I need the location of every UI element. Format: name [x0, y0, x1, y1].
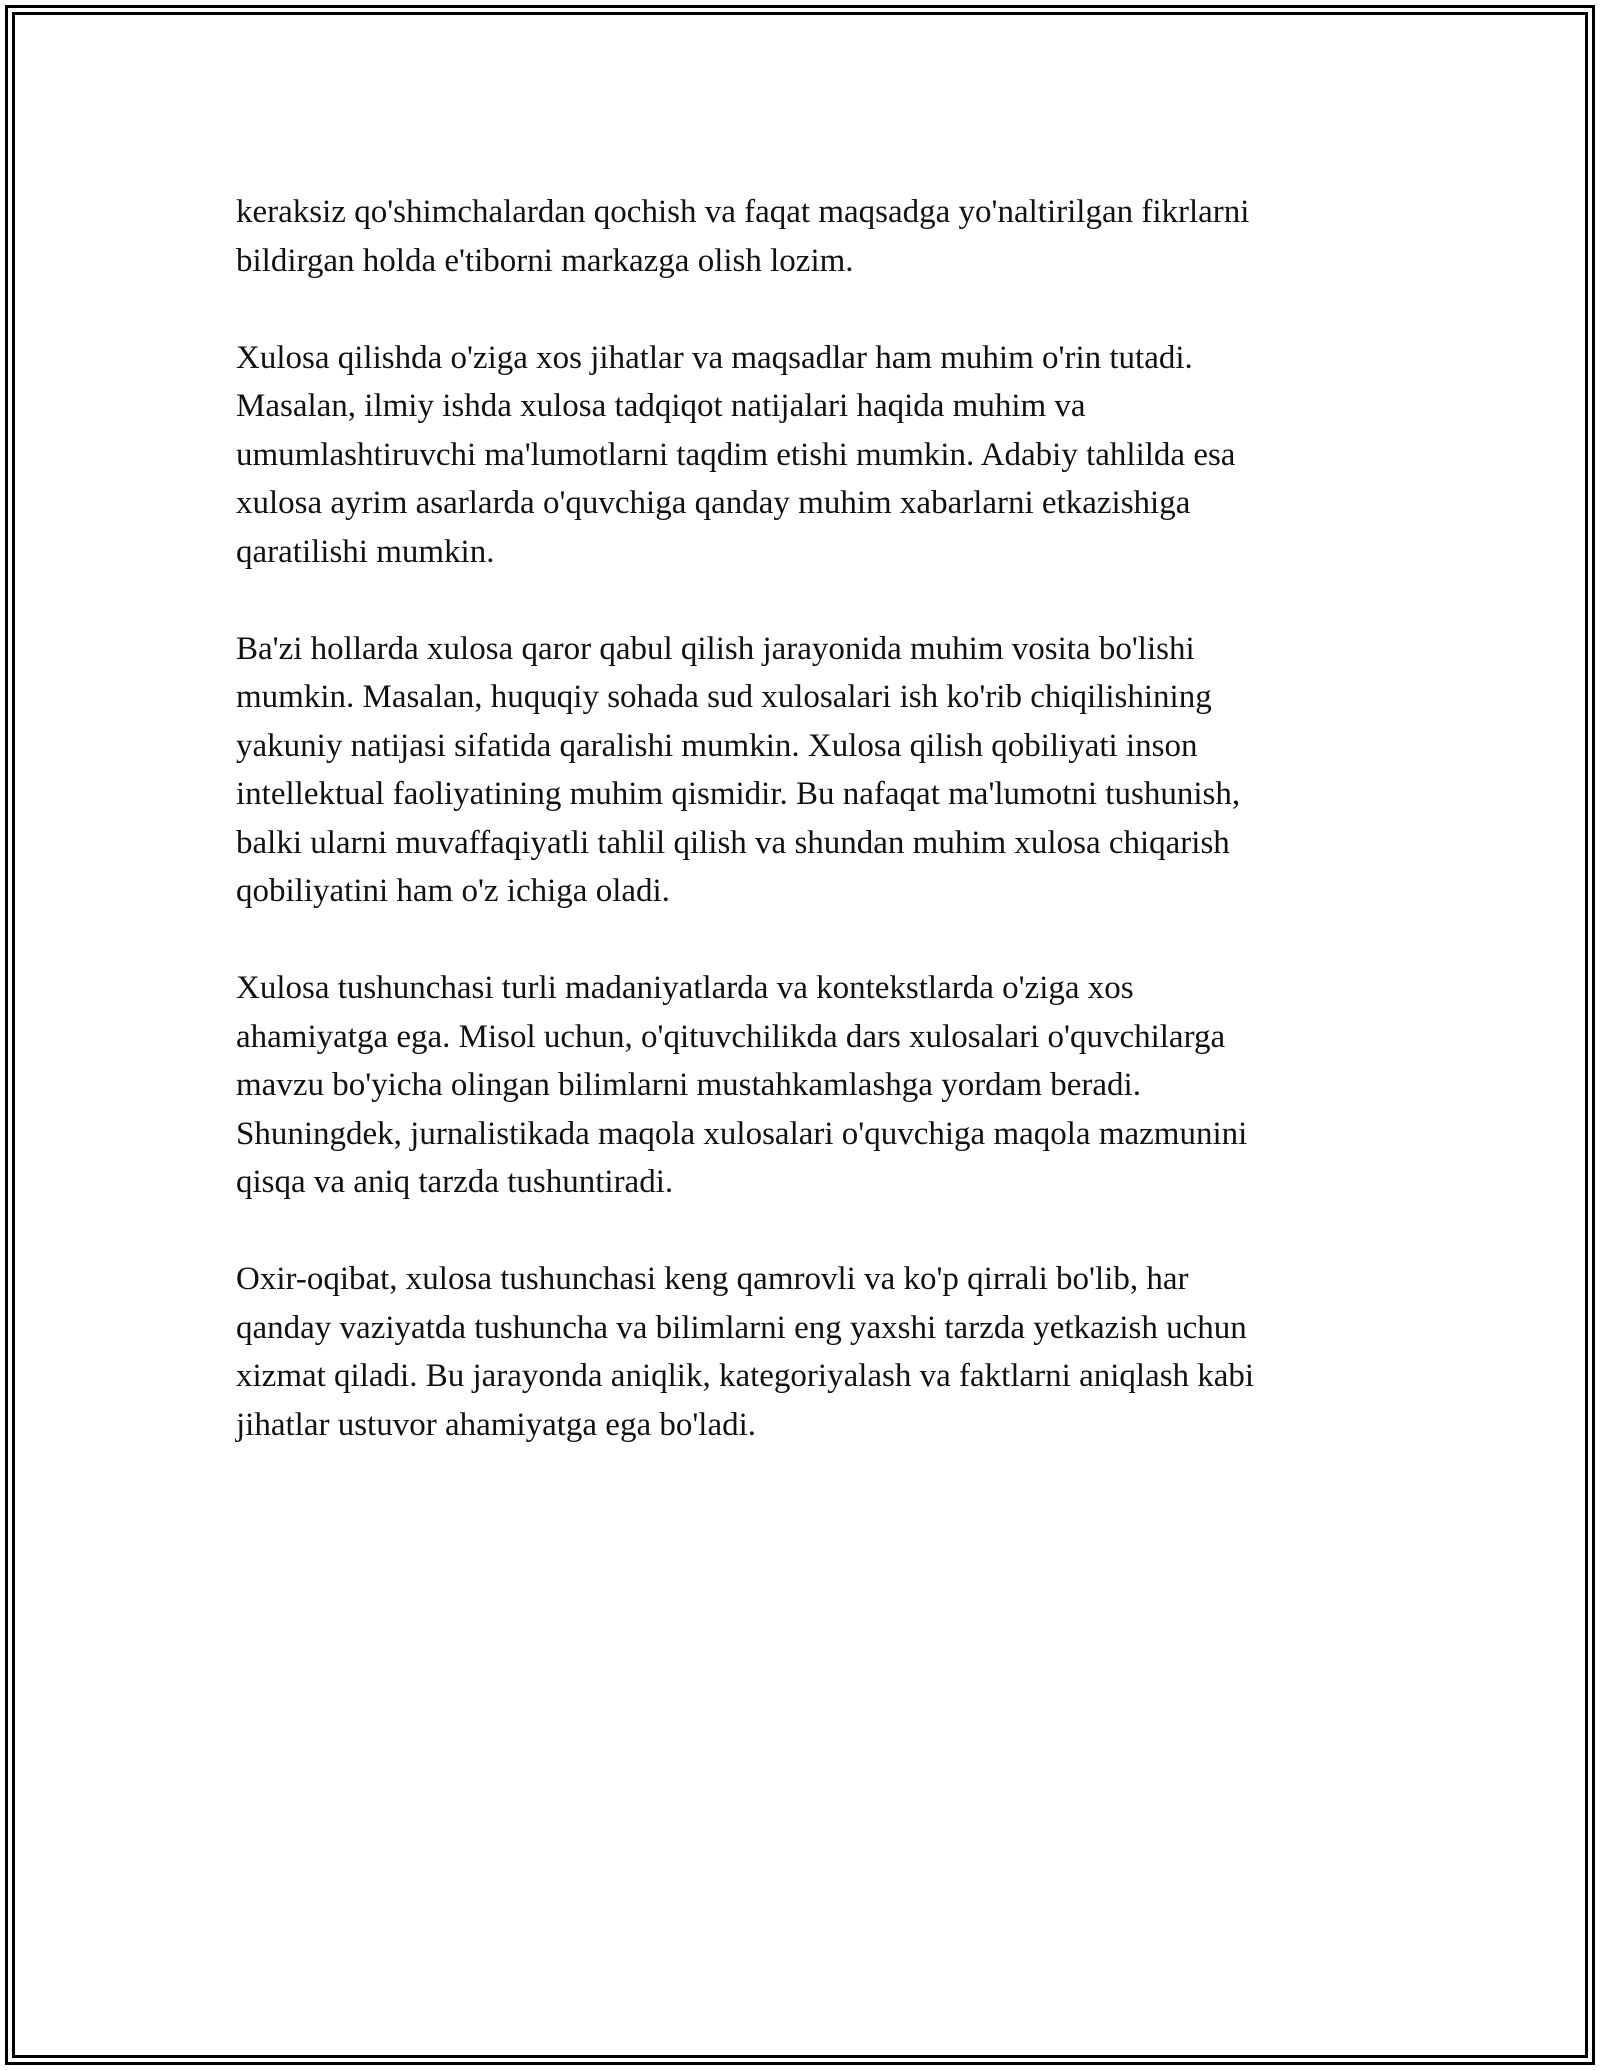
- text-line: xizmat qiladi. Bu jarayonda aniqlik, kategoriyalash va faktlarni aniqlash kabi: [236, 1358, 1255, 1394]
- paragraph-2: [236, 334, 1376, 577]
- paragraph-1: [236, 188, 1376, 285]
- paragraph-5: [236, 1255, 1376, 1449]
- text-line: Xulosa qilishda o'ziga xos jihatlar va maqsadlar ham muhim o'rin tutadi.: [236, 339, 1193, 376]
- text-line: mumkin. Masalan, huquqiy sohada sud xulosalari ish ko'rib chiqilishining: [236, 679, 1212, 715]
- paragraph-3: [236, 625, 1376, 916]
- text-line: jihatlar ustuvor ahamiyatga ega bo'ladi.: [236, 1406, 757, 1443]
- text-line: umumlashtiruvchi ma'lumotlarni taqdim etishi mumkin. Adabiy tahlilda esa: [236, 436, 1236, 473]
- text-line: mavzu bo'yicha olingan bilimlarni mustahkamlashga yordam beradi.: [236, 1067, 1141, 1103]
- text-line: Xulosa tushunchasi turli madaniyatlarda va kontekstlarda o'ziga xos: [236, 970, 1134, 1006]
- text-line: qaratilishi mumkin.: [236, 533, 495, 570]
- text-line: Masalan, ilmiy ishda xulosa tadqiqot natijalari haqida muhim va: [236, 388, 1086, 424]
- text-line: qisqa va aniq tarzda tushuntiradi.: [236, 1164, 674, 1200]
- text-line: intellektual faoliyatining muhim qismidir. Bu nafaqat ma'lumotni tushunish,: [236, 776, 1241, 812]
- text-line: Oxir-oqibat, xulosa tushunchasi keng qamrovli va ko'p qirrali bo'lib, har: [236, 1261, 1189, 1297]
- text-line: xulosa ayrim asarlarda o'quvchiga qanday muhim xabarlarni etkazishiga: [236, 485, 1191, 521]
- text-line: Ba'zi hollarda xulosa qaror qabul qilish jarayonida muhim vosita bo'lishi: [236, 630, 1195, 667]
- text-line: qobiliyatini ham o'z ichiga oladi.: [236, 873, 670, 909]
- text-line: ahamiyatga ega. Misol uchun, o'qituvchilikda dars xulosalari o'quvchilarga: [236, 1018, 1226, 1055]
- text-line: yakuniy natijasi sifatida qaralishi mumkin. Xulosa qilish qobiliyati inson: [236, 727, 1198, 764]
- text-line: qanday vaziyatda tushuncha va bilimlarni eng yaxshi tarzda yetkazish uchun: [236, 1309, 1247, 1346]
- text-line: keraksiz qo'shimchalardan qochish va faqat maqsadga yo'naltirilgan fikrlarni: [236, 194, 1250, 230]
- paragraph-4: [236, 964, 1376, 1207]
- text-line: bildirgan holda e'tiborni markazga olish lozim.: [236, 242, 854, 279]
- document-body: [236, 188, 1376, 1498]
- text-line: Shuningdek, jurnalistikada maqola xulosalari o'quvchiga maqola mazmunini: [236, 1115, 1248, 1152]
- text-line: balki ularni muvaffaqiyatli tahlil qilish va shundan muhim xulosa chiqarish: [236, 824, 1230, 861]
